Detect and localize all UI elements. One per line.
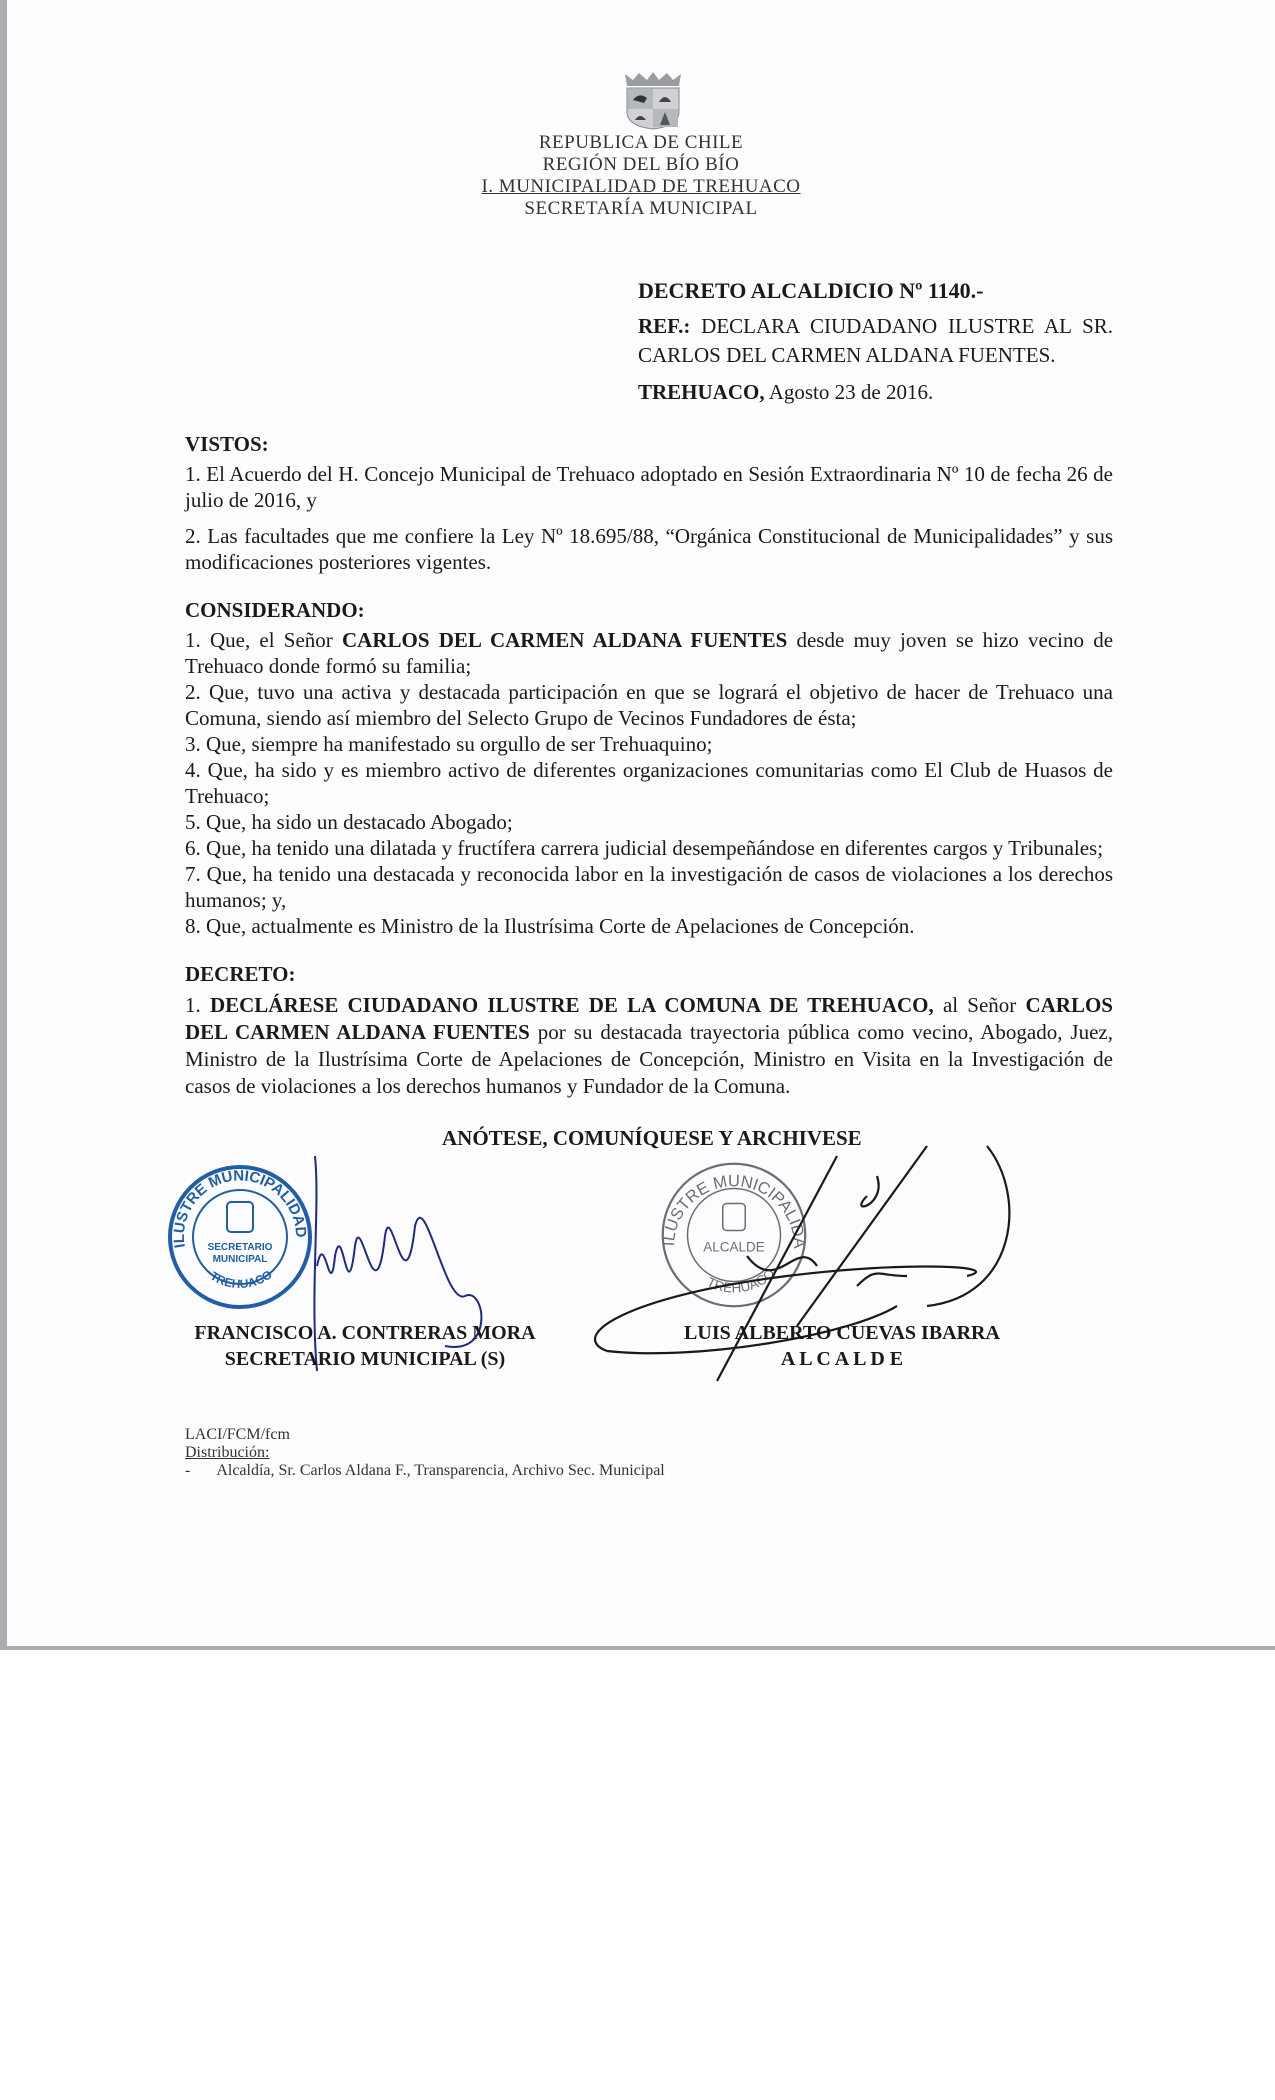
signature-block (170, 1126, 1113, 1396)
considerando-item: 2. Que, tuvo una activa y destacada participación en que se logrará el objetivo de hacer de Trehuaco una Comuna, siendo así miembro del Selecto Grupo de Vecinos Fundadores de ésta; (185, 680, 1113, 730)
header-country: REPUBLICA DE CHILE (538, 132, 744, 153)
vistos-item: 1. El Acuerdo del H. Concejo Municipal de Trehuaco adoptado en Sesión Extraordinaria Nº 10 de fecha 26 de julio de 2016, y (185, 462, 1113, 512)
stamp-bottom-text: TREHUACO (207, 1267, 275, 1292)
honoree-name: CARLOS DEL CARMEN ALDANA FUENTES (185, 993, 1113, 1044)
decree-reference (638, 312, 1113, 370)
stamp-arc-text: ILUSTRE MUNICIPALIDAD (170, 1167, 310, 1250)
mayor-name: LUIS ALBERTO CUEVAS IBARRA (684, 1322, 1000, 1344)
honoree-name: CARLOS DEL CARMEN ALDANA FUENTES (342, 628, 788, 652)
declaration: DECLÁRESE CIUDADANO ILUSTRE DE LA COMUNA DE TREHUACO, (209, 993, 934, 1017)
decree-title: DECRETO ALCALDICIO Nº 1140.- (638, 278, 984, 303)
decreto-heading: DECRETO: (185, 962, 296, 986)
ref-label: REF.: (638, 314, 691, 338)
header-secretariat: SECRETARÍA MUNICIPAL (524, 198, 758, 219)
distribution-bullet: - (185, 1462, 191, 1479)
item-text: al Señor (933, 993, 1026, 1017)
secretary-role: SECRETARIO MUNICIPAL (S) (224, 1348, 506, 1370)
svg-text:TREHUACO (208, 1267, 275, 1291)
header-municipality: I. MUNICIPALIDAD DE TREHUACO (481, 176, 801, 197)
vistos-section (185, 431, 1113, 575)
considerando-section (185, 597, 1113, 939)
decreto-section (185, 961, 1113, 1100)
decreto-item (185, 992, 1113, 1100)
ref-text: DECLARA CIUDADANO ILUSTRE AL SR. CARLOS DEL CARMEN ALDANA FUENTES. (638, 314, 1114, 367)
stamp-bottom-text: TREHUACO (704, 1265, 778, 1296)
vistos-item: 2. Las facultades que me confiere la Ley Nº 18.695/88, “Orgánica Constitucional de Municipalidades” y sus modificaciones posteriores vigentes. (185, 524, 1113, 574)
stamp-arc-text: ILUSTRE MUNICIPALIDAD (649, 1146, 809, 1249)
header-region: REGIÓN DEL BÍO BÍO (542, 154, 740, 175)
item-number: 1. (185, 993, 210, 1017)
vistos-heading: VISTOS: (185, 432, 269, 456)
considerando-item: 7. Que, ha tenido una destacada y reconocida labor en la investigación de casos de violaciones a los derechos humanos; y, (185, 862, 1113, 912)
considerando-item: 3. Que, siempre ha manifestado su orgullo de ser Trehuaquino; (185, 732, 713, 756)
distribution-label: Distribución: (185, 1444, 270, 1461)
secretary-stamp (165, 1162, 315, 1312)
considerando-item: 4. Que, ha sido y es miembro activo de diferentes organizaciones comunitarias como El Club de Huasos de Trehuaco; (185, 758, 1113, 808)
item-text: desde muy joven se hizo vecino de Trehuaco donde formó su familia; (185, 628, 1114, 678)
coat-of-arms-logo (619, 72, 687, 130)
secretary-name: FRANCISCO A. CONTRERAS MORA (194, 1322, 536, 1344)
initials: LACI/FCM/fcm (185, 1426, 290, 1443)
stamp-center-text: MUNICIPAL (212, 1254, 268, 1265)
considerando-heading: CONSIDERANDO: (185, 598, 365, 622)
distribution-list: Alcaldía, Sr. Carlos Aldana F., Transparencia, Archivo Sec. Municipal (216, 1462, 665, 1479)
considerando-item: 6. Que, ha tenido una dilatada y fructífera carrera judicial desempeñándose en diferentes cargos y Tribunales; (185, 836, 1104, 860)
item-text: 1. Que, el Señor (185, 628, 342, 652)
considerando-item (185, 627, 1113, 679)
distribution-row (185, 1462, 1113, 1480)
svg-text:ILUSTRE MUNICIPALIDAD (171, 1167, 309, 1249)
item-text: por su destacada trayectoria pública como vecino, Abogado, Juez, Ministro de la Ilustrísima Corte de Apelaciones de Concepción, Ministro en Visita en la Investigación de casos de violaciones a los derechos humanos y Fundador de la Comuna. (185, 1020, 1113, 1098)
mayor-role: A L C A L D E (780, 1348, 904, 1370)
considerando-item: 5. Que, ha sido un destacado Abogado; (185, 810, 513, 834)
date: Agosto 23 de 2016. (768, 380, 934, 404)
footer (185, 1426, 1113, 1480)
stamp-center-text: ALCALDE (703, 1239, 765, 1255)
considerando-item: 8. Que, actualmente es Ministro de la Ilustrísima Corte de Apelaciones de Concepción. (185, 914, 915, 938)
closing-formula: ANÓTESE, COMUNÍQUESE Y ARCHIVESE (442, 1126, 862, 1150)
stamp-center-text: SECRETARIO (207, 1242, 273, 1253)
place: TREHUACO, (638, 380, 765, 404)
document-content (170, 278, 1114, 1480)
decree-date-line (638, 380, 1113, 405)
